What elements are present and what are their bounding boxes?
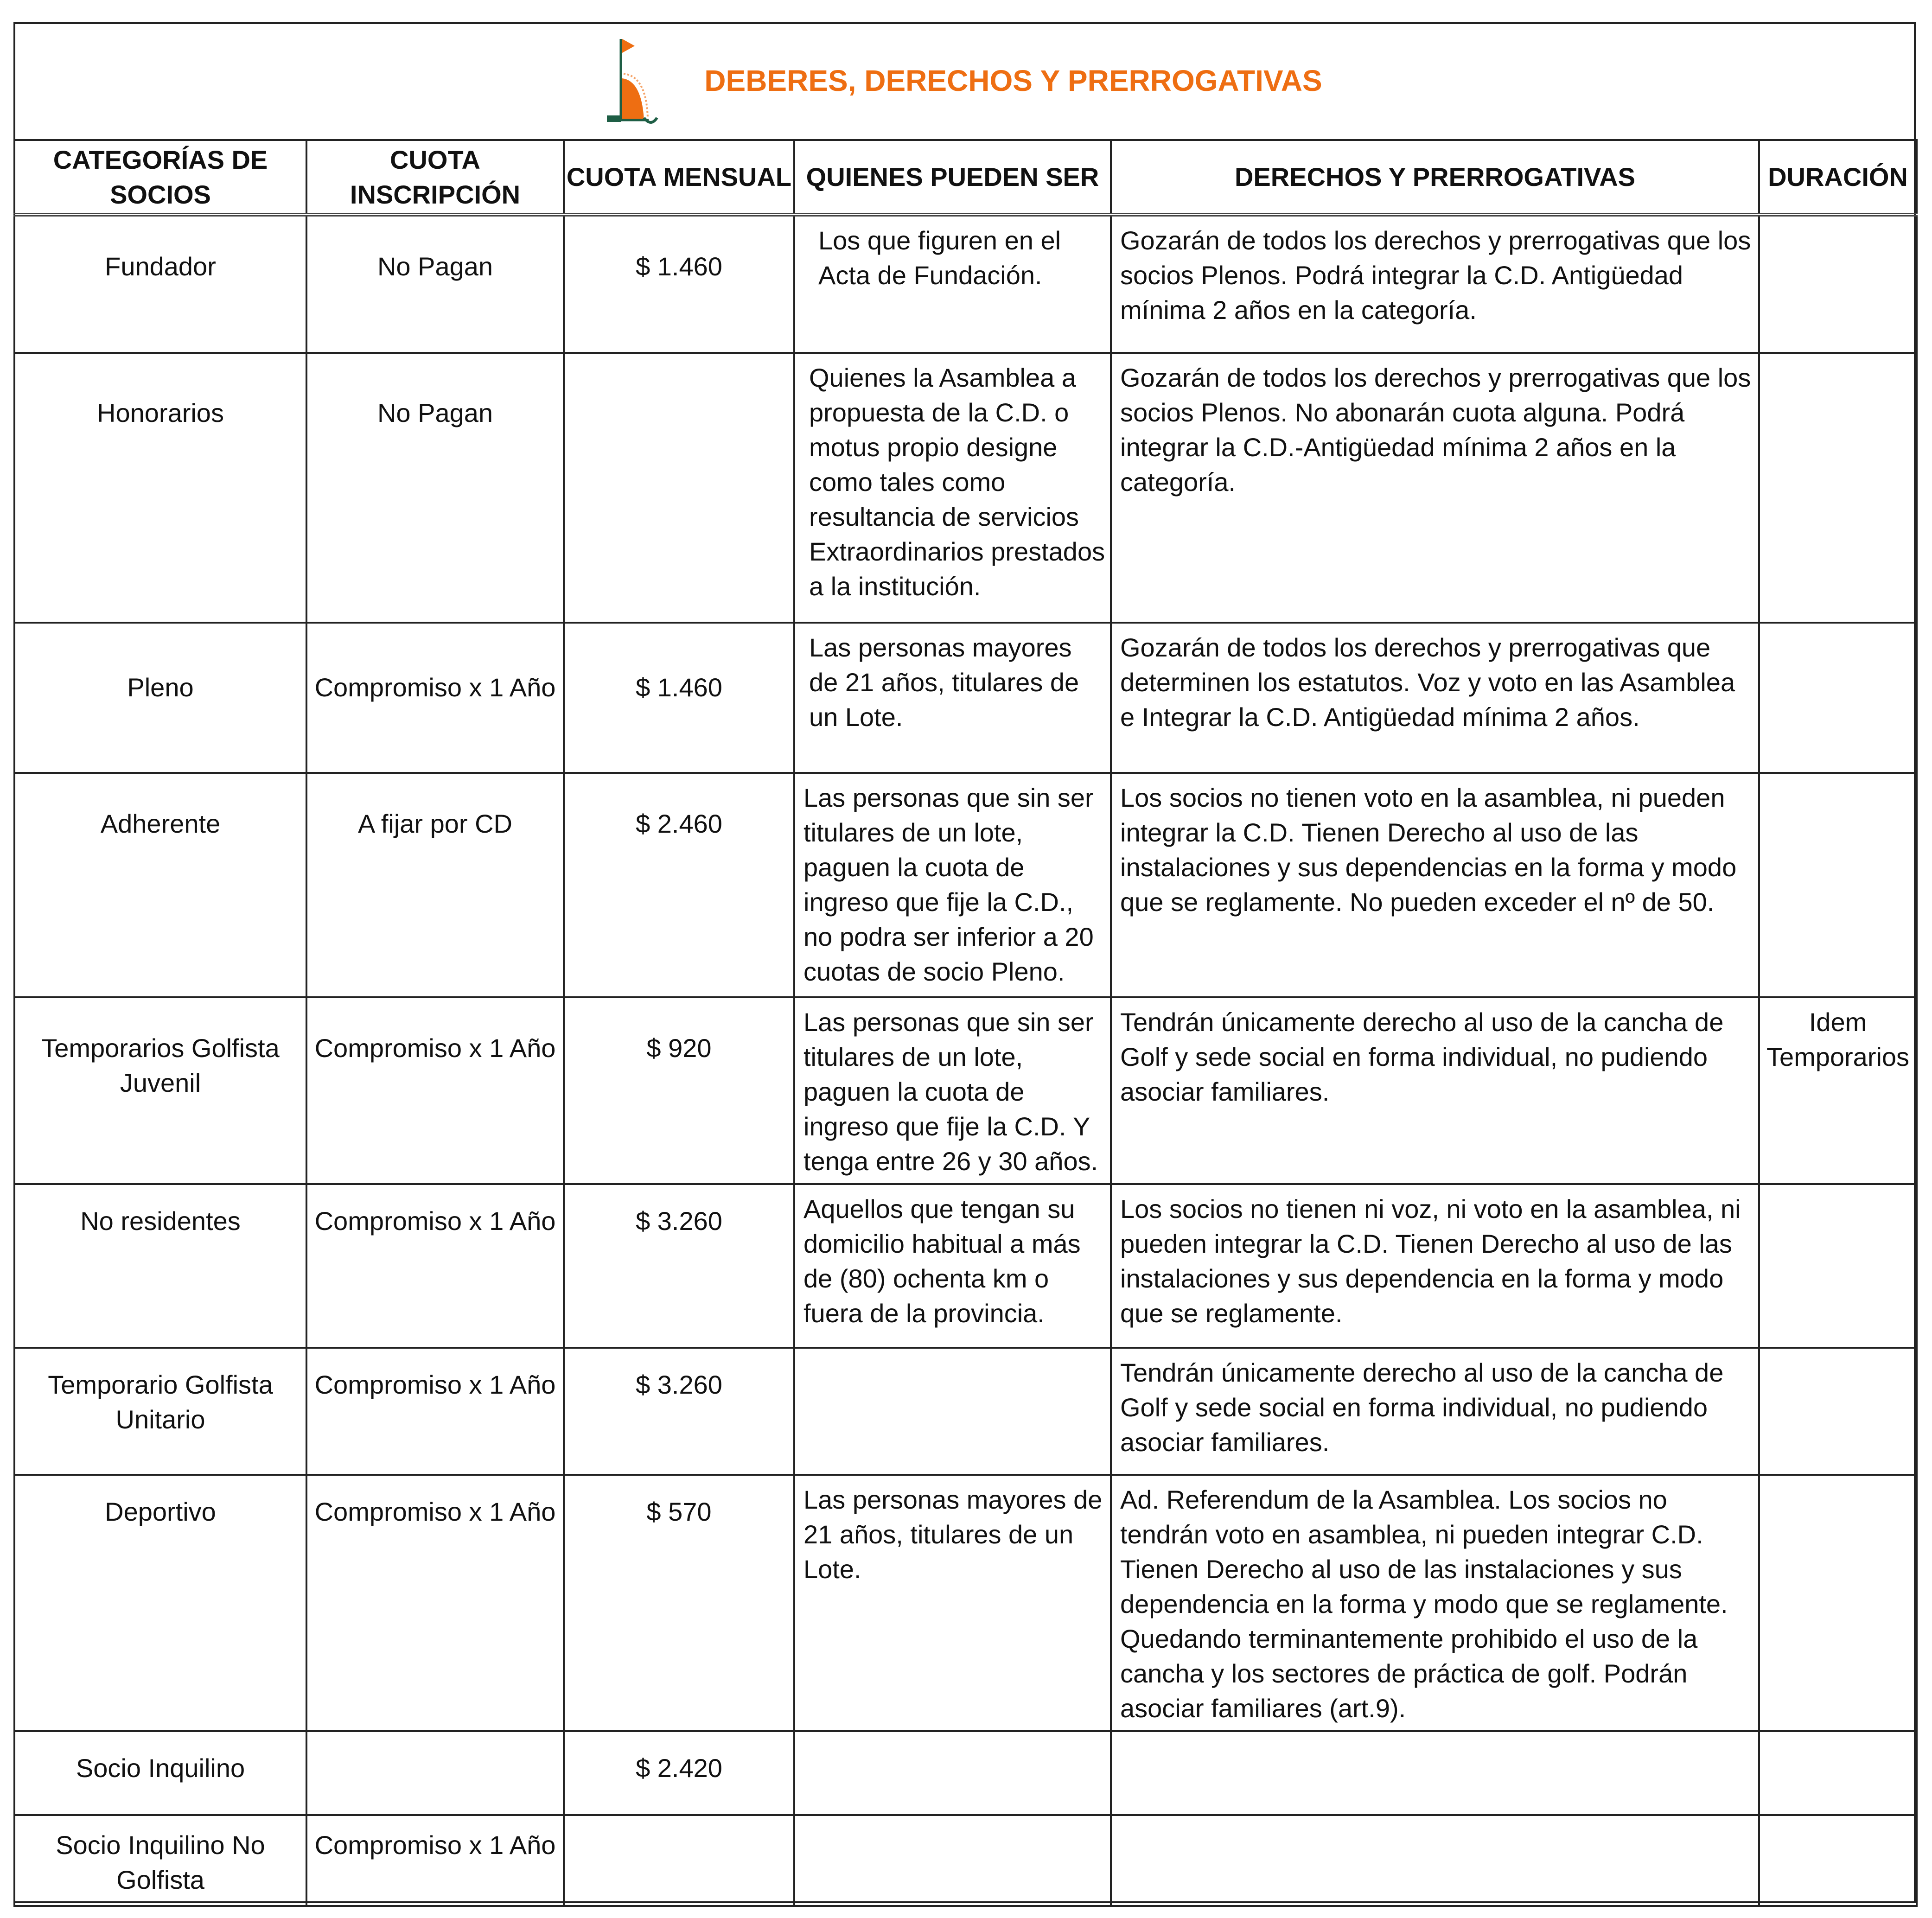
column-header-derechos: DERECHOS Y PRERROGATIVAS — [1111, 140, 1759, 215]
table-row — [14, 773, 1917, 997]
cell-mensual: $ 1.460 — [564, 215, 794, 353]
column-header-categoria: CATEGORÍAS DE SOCIOS — [14, 140, 306, 215]
cell-categoria: Socio Inquilino No Golfista — [14, 1815, 306, 1906]
membership-table — [13, 139, 1918, 1907]
cell-derechos: Los socios no tienen voto en la asamblea, ni pueden integrar la C.D. Tienen Derecho al uso de las instalaciones y sus dependencias en la forma y modo que se reglamente. No pueden exceder el nº de 50. — [1111, 773, 1759, 997]
cell-inscripcion: No Pagan — [306, 353, 564, 623]
cell-mensual — [564, 1815, 794, 1906]
cell-quienes: Quienes la Asamblea a propuesta de la C.D. o motus propio designe como tales como resultancia de servicios Extraordinarios prestados a la institución. — [794, 353, 1111, 623]
cell-categoria: Temporarios Golfista Juvenil — [14, 997, 306, 1184]
cell-categoria: Temporario Golfista Unitario — [14, 1348, 306, 1475]
cell-mensual: $ 2.420 — [564, 1731, 794, 1815]
cell-inscripcion: Compromiso x 1 Año — [306, 1348, 564, 1475]
cell-inscripcion — [306, 1731, 564, 1815]
cell-duracion — [1759, 353, 1917, 623]
table-row — [14, 1731, 1917, 1815]
table-row — [14, 997, 1917, 1184]
title-banner — [13, 22, 1916, 139]
table-row — [14, 215, 1917, 353]
cell-mensual: $ 3.260 — [564, 1348, 794, 1475]
cell-duracion — [1759, 215, 1917, 353]
cell-inscripcion: Compromiso x 1 Año — [306, 997, 564, 1184]
cell-categoria: Deportivo — [14, 1475, 306, 1731]
cell-categoria: No residentes — [14, 1184, 306, 1348]
cell-mensual: $ 920 — [564, 997, 794, 1184]
cell-quienes: Las personas que sin ser titulares de un lote, paguen la cuota de ingreso que fije la C.D., no podra ser inferior a 20 cuotas de socio Pleno. — [794, 773, 1111, 997]
cell-quienes: Los que figuren en el Acta de Fundación. — [794, 215, 1111, 353]
cell-derechos: Tendrán únicamente derecho al uso de la cancha de Golf y sede social en forma individual, no pudiendo asociar familiares. — [1111, 1348, 1759, 1475]
cell-mensual — [564, 353, 794, 623]
cell-mensual: $ 2.460 — [564, 773, 794, 997]
cell-quienes: Las personas mayores de 21 años, titulares de un Lote. — [794, 1475, 1111, 1731]
cell-quienes — [794, 1815, 1111, 1906]
cell-categoria: Honorarios — [14, 353, 306, 623]
cell-derechos: Gozarán de todos los derechos y prerrogativas que los socios Plenos. No abonarán cuota alguna. Podrá integrar la C.D.-Antigüedad mínima 2 años en la categoría. — [1111, 353, 1759, 623]
cell-mensual: $ 570 — [564, 1475, 794, 1731]
cell-inscripcion: Compromiso x 1 Año — [306, 1815, 564, 1906]
column-header-mensual: CUOTA MENSUAL — [564, 140, 794, 215]
cell-inscripcion: A fijar por CD — [306, 773, 564, 997]
column-header-inscripcion: CUOTA INSCRIPCIÓN — [306, 140, 564, 215]
page-title: DEBERES, DERECHOS Y PRERROGATIVAS — [704, 64, 1322, 97]
column-header-duracion: DURACIÓN — [1759, 140, 1917, 215]
cell-derechos: Gozarán de todos los derechos y prerrogativas que los socios Plenos. Podrá integrar la C.D. Antigüedad mínima 2 años en la categoría. — [1111, 215, 1759, 353]
table-row — [14, 1348, 1917, 1475]
cell-duracion — [1759, 773, 1917, 997]
cell-duracion — [1759, 623, 1917, 773]
cell-duracion — [1759, 1348, 1917, 1475]
cell-derechos: Ad. Referendum de la Asamblea. Los socios no tendrán voto en asamblea, ni pueden integrar C.D. Tienen Derecho al uso de las instalaciones y sus dependencia en la forma y modo que se reglamente. Quedando terminantemente prohibido el uso de la cancha y los sectores de práctica de golf. Podrán asociar familiares (art.9). — [1111, 1475, 1759, 1731]
column-header-quienes: QUIENES PUEDEN SER — [794, 140, 1111, 215]
cell-mensual: $ 1.460 — [564, 623, 794, 773]
table-row — [14, 353, 1917, 623]
table-header-row — [14, 140, 1917, 215]
cell-quienes: Aquellos que tengan su domicilio habitual a más de (80) ochenta km o fuera de la provincia. — [794, 1184, 1111, 1348]
cell-quienes — [794, 1348, 1111, 1475]
cell-mensual: $ 3.260 — [564, 1184, 794, 1348]
cell-derechos: Los socios no tienen ni voz, ni voto en la asamblea, ni pueden integrar la C.D. Tienen Derecho al uso de las instalaciones y sus dependencia en la forma y modo que se reglamente. — [1111, 1184, 1759, 1348]
cell-categoria: Pleno — [14, 623, 306, 773]
cell-duracion: Idem Temporarios — [1759, 997, 1917, 1184]
table-row — [14, 1184, 1917, 1348]
cell-categoria: Socio Inquilino — [14, 1731, 306, 1815]
table-row — [14, 1815, 1917, 1906]
cell-quienes: Las personas que sin ser titulares de un lote, paguen la cuota de ingreso que fije la C.D. Y tenga entre 26 y 30 años. — [794, 997, 1111, 1184]
cell-derechos — [1111, 1731, 1759, 1815]
cell-duracion — [1759, 1475, 1917, 1731]
cell-categoria: Fundador — [14, 215, 306, 353]
cell-duracion — [1759, 1184, 1917, 1348]
cell-duracion — [1759, 1731, 1917, 1815]
cell-categoria: Adherente — [14, 773, 306, 997]
cell-inscripcion: No Pagan — [306, 215, 564, 353]
cell-inscripcion: Compromiso x 1 Año — [306, 1475, 564, 1731]
cell-quienes: Las personas mayores de 21 años, titulares de un Lote. — [794, 623, 1111, 773]
table-row — [14, 623, 1917, 773]
cell-derechos: Gozarán de todos los derechos y prerrogativas que determinen los estatutos. Voz y voto en las Asamblea e Integrar la C.D. Antigüedad mínima 2 años. — [1111, 623, 1759, 773]
cell-derechos: Tendrán únicamente derecho al uso de la cancha de Golf y sede social en forma individual, no pudiendo asociar familiares. — [1111, 997, 1759, 1184]
cell-derechos — [1111, 1815, 1759, 1906]
golf-flag-logo-icon — [607, 34, 686, 127]
table-row — [14, 1475, 1917, 1731]
cell-inscripcion: Compromiso x 1 Año — [306, 1184, 564, 1348]
cell-inscripcion: Compromiso x 1 Año — [306, 623, 564, 773]
cell-duracion — [1759, 1815, 1917, 1906]
cell-quienes — [794, 1731, 1111, 1815]
